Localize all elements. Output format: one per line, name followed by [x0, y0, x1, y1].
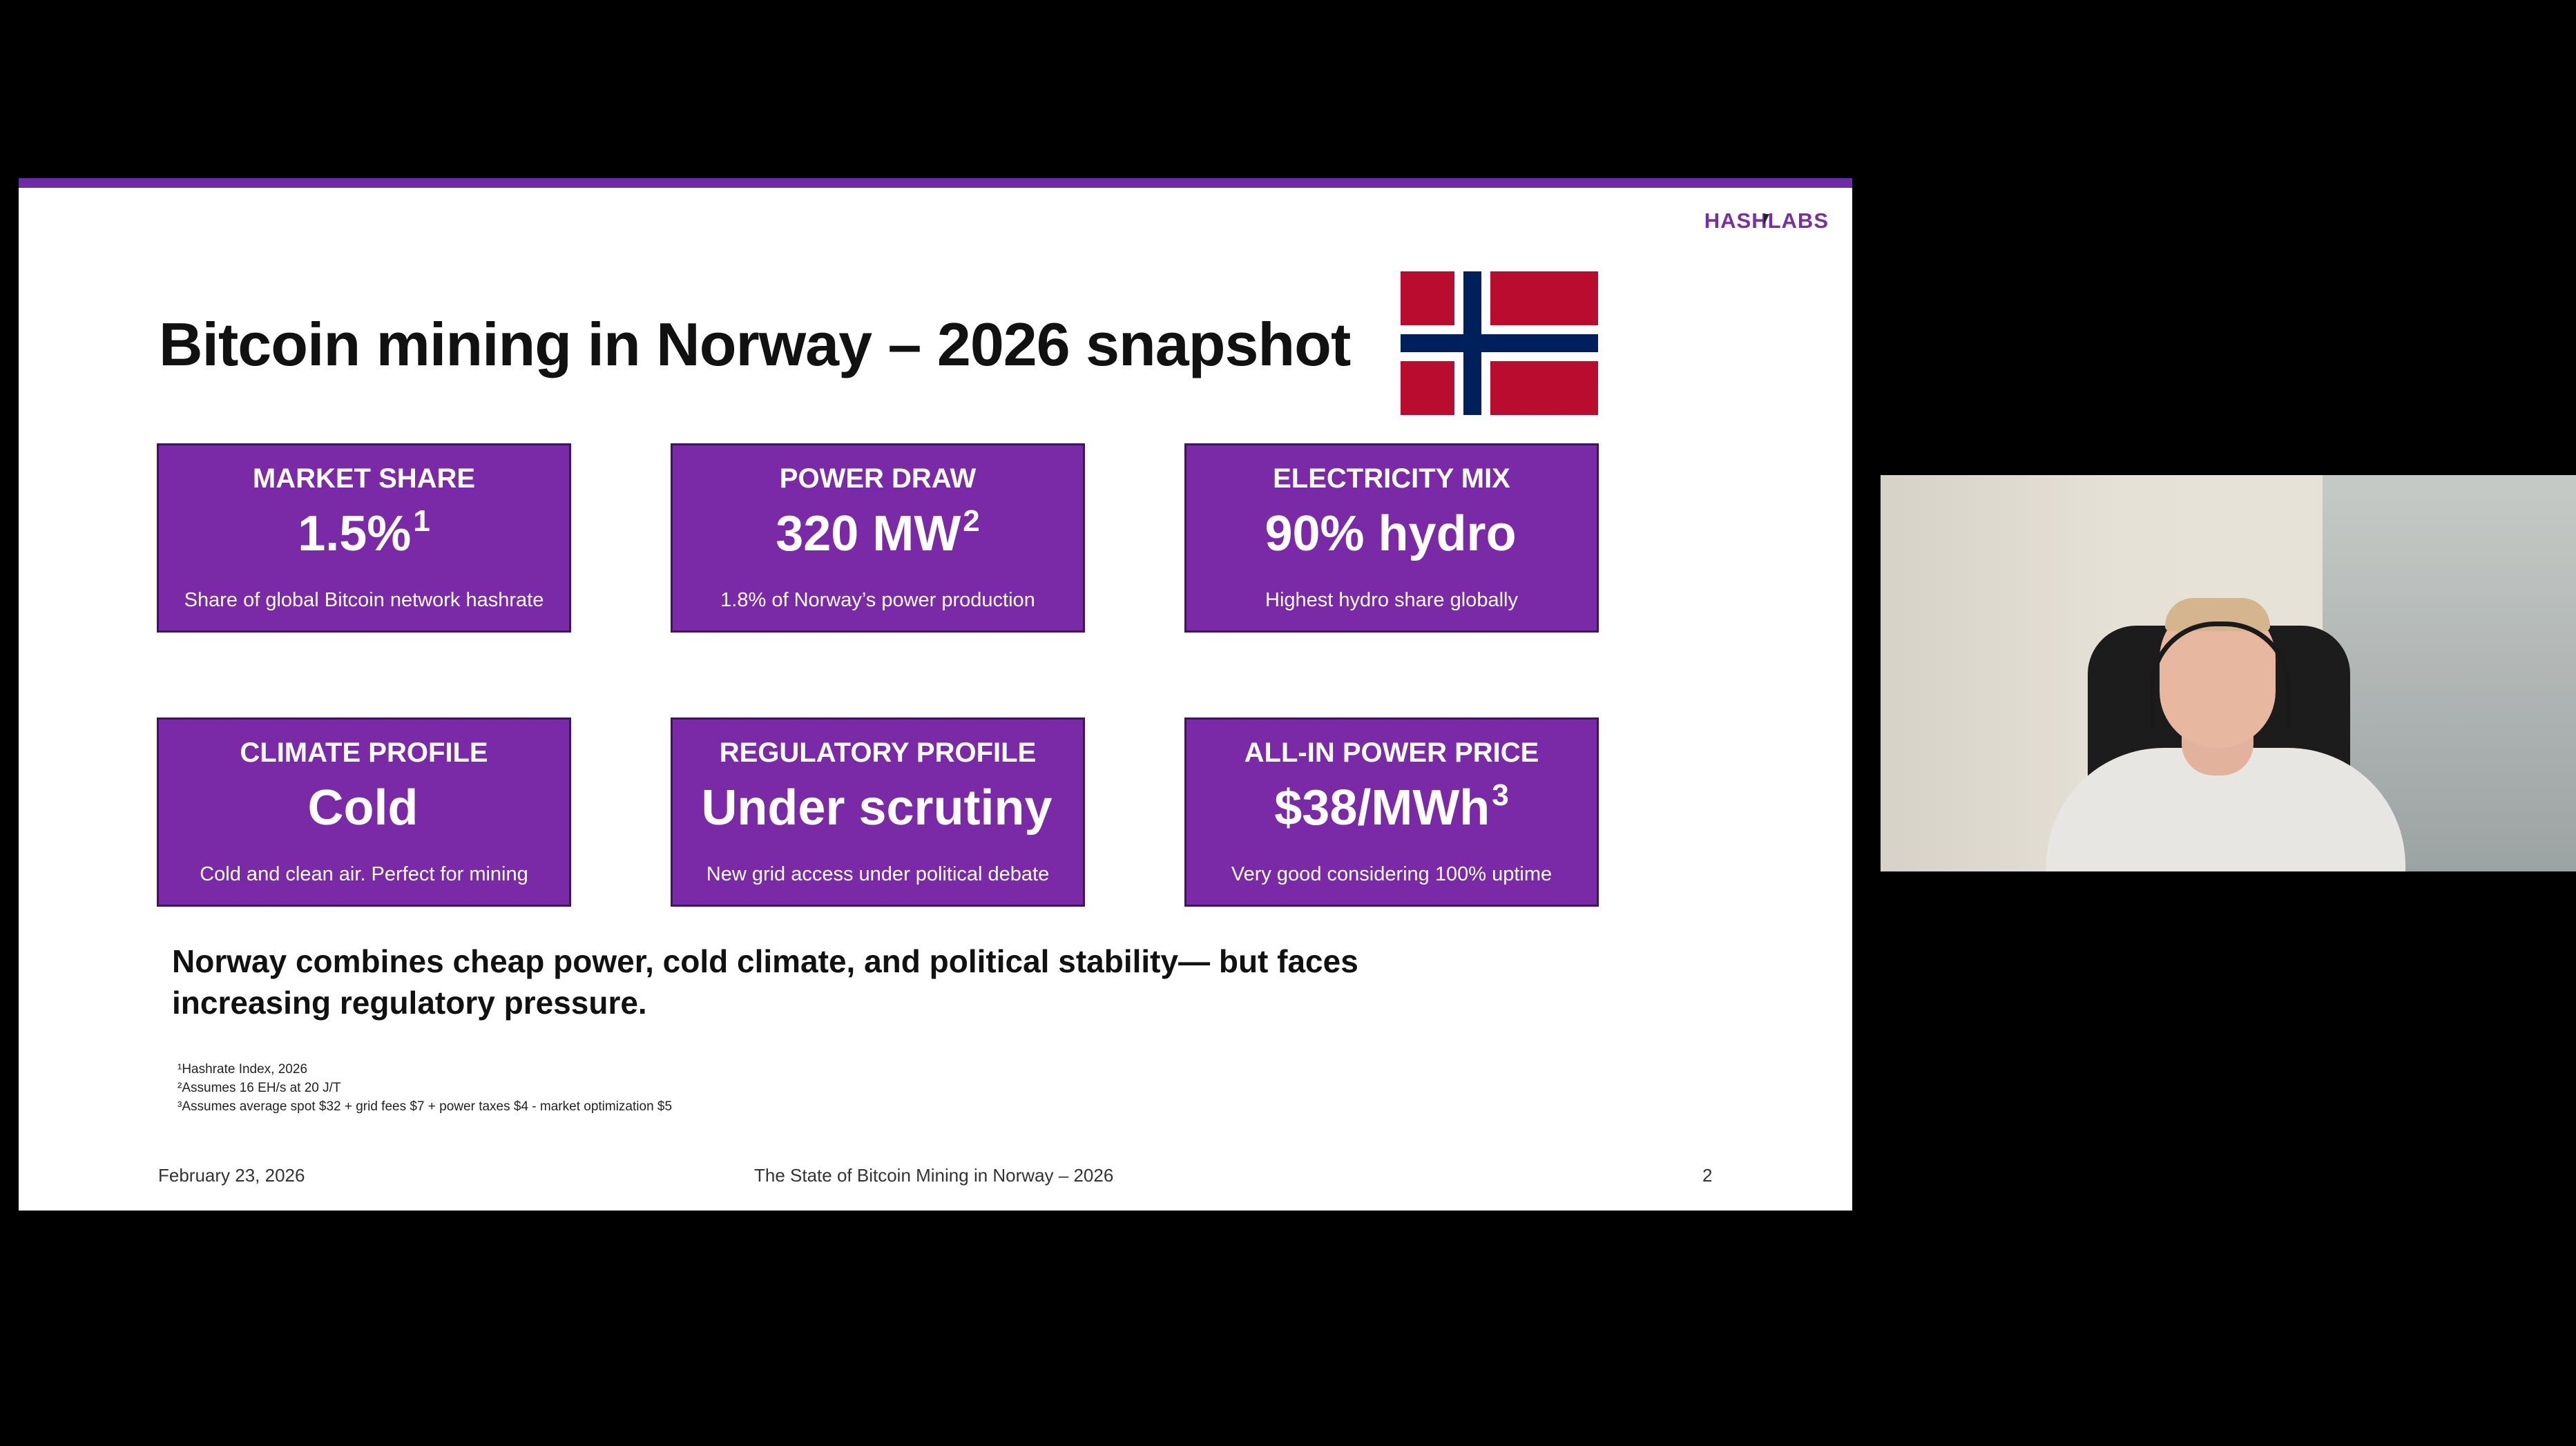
card-description: Very good considering 100% uptime [1231, 863, 1553, 885]
presentation-slide [19, 178, 1852, 1211]
card-description: Share of global Bitcoin network hashrate [184, 589, 544, 611]
card-value: Under scrutiny [701, 780, 1052, 836]
card-label: MARKET SHARE [252, 463, 476, 494]
regulatory-profile-card [671, 717, 1085, 907]
card-value: 320 $MW^2$ [776, 504, 980, 561]
hashlabs-logo: HASHLABS [1704, 209, 1829, 233]
card-label: REGULATORY PROFILE [719, 738, 1037, 768]
climate-profile-card [157, 717, 571, 907]
summary-line: increasing regulatory pressure. [172, 985, 647, 1021]
card-description: New grid access under political debate [706, 863, 1050, 885]
slide-title: Bitcoin mining in Norway – 2026 snapshot [159, 310, 1351, 378]
footer-title: The State of Bitcoin Mining in Norway – 2026 [754, 1165, 1114, 1186]
card-label: ALL-IN POWER PRICE [1244, 738, 1539, 768]
footer-page-number: 2 [1702, 1165, 1713, 1186]
mouse-cursor-icon [1764, 214, 1769, 225]
footnote: ²Assumes 16 EH/s at 20 J/T [177, 1081, 341, 1095]
summary-statement [172, 941, 1484, 1023]
footnote: ³Assumes average spot $32 + grid fees $7 + power taxes $4 - market optimization $5 [177, 1099, 673, 1114]
footnote-ref: 1 [413, 504, 430, 538]
card-label: CLIMATE PROFILE [240, 738, 488, 768]
card-value: 1.5%$^1$ [298, 504, 430, 561]
electricity-mix-card [1184, 443, 1599, 633]
card-value: 90% hydro [1265, 506, 1517, 561]
card-label: ELECTRICITY MIX [1273, 463, 1510, 494]
footnotes [177, 1060, 672, 1116]
norway-flag-icon [1400, 271, 1599, 415]
card-description: 1.8% of Norway’s power production [720, 589, 1035, 611]
card-value: $38/MWh$^3$ [1274, 778, 1509, 836]
card-label: POWER DRAW [779, 463, 977, 494]
market-share-card [157, 443, 571, 633]
card-description: Cold and clean air. Perfect for mining [200, 863, 528, 885]
footnote-ref: 2 [963, 504, 980, 538]
webcam-feed [1881, 475, 2576, 871]
all-in-power-price-card [1184, 717, 1599, 907]
card-value: Cold [307, 780, 419, 836]
card-description: Highest hydro share globally [1265, 589, 1518, 611]
footer-date: February 23, 2026 [158, 1165, 305, 1186]
footnote: ¹Hashrate Index, 2026 [177, 1062, 308, 1077]
footnote-ref: 3 [1492, 778, 1509, 812]
power-draw-card [671, 443, 1085, 633]
summary-line: Norway combines cheap power, cold climate, and political stability— but faces [172, 943, 1358, 979]
